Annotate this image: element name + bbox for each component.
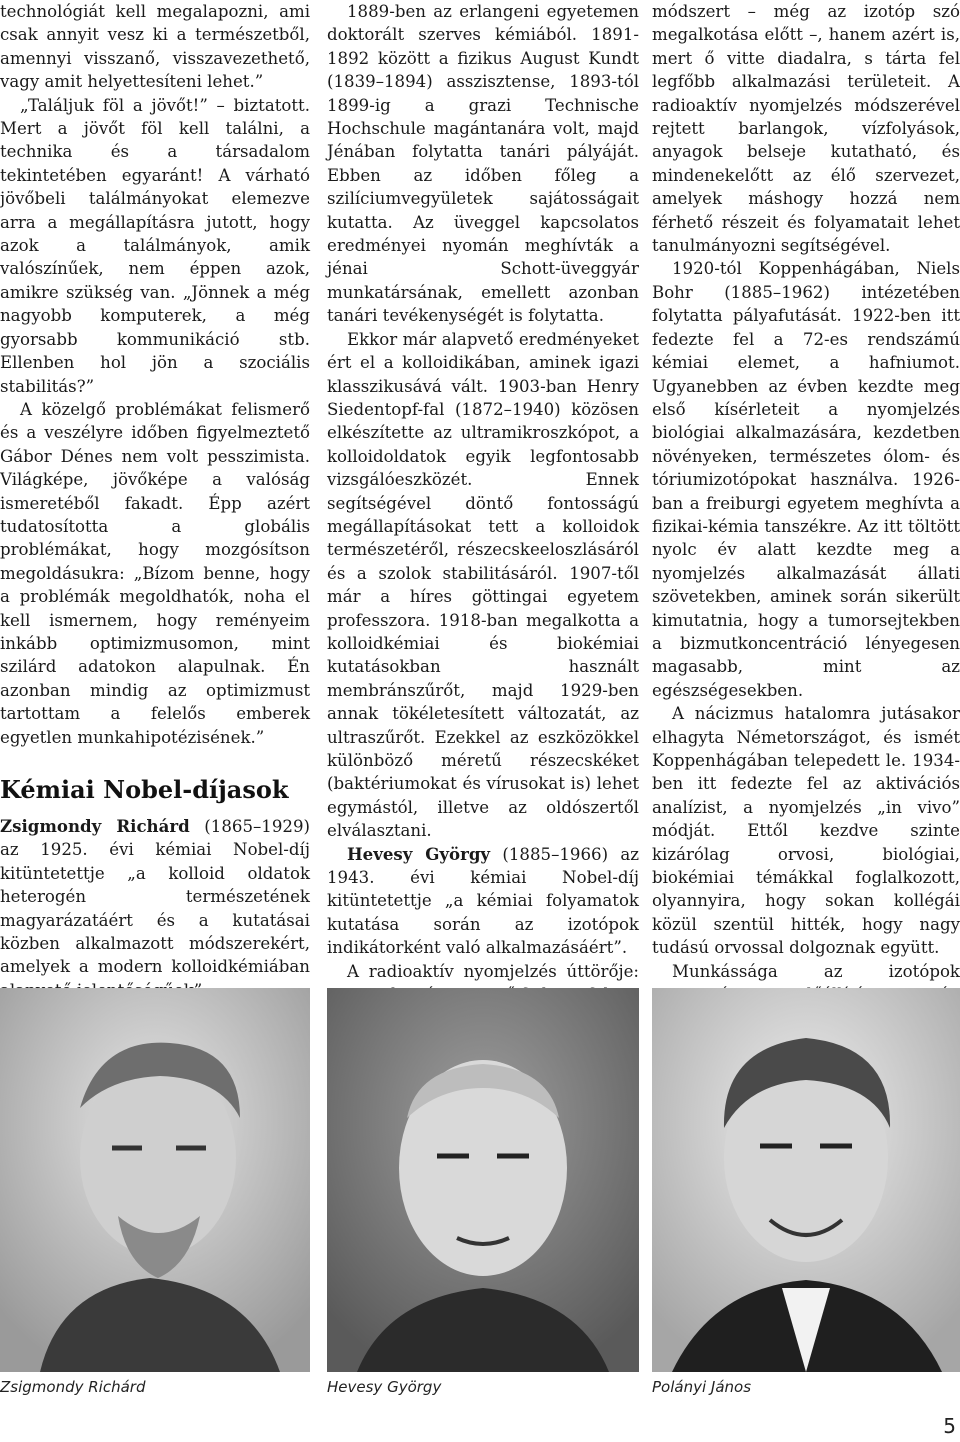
text-column-1 xyxy=(0,0,310,1002)
paragraph: 1889-ben az erlangeni egyetemen doktorált szerves kémiából. 1891-1892 között a fizikus August Kundt (1839–1894) asszisztense, 1893-tól 1899-ig a grazi Technische Hochschule magántanára volt, majd Jénában folytatta tanári pályáját. Ebben az időben főleg a szilíciumvegyületek sajátosságait kutatta. Az üveggel kapcsolatos eredményei nyomán meghívták a jénai Schott-üveggyár munkatársának, emellett azonban tanári tevékenységét is folytatta. xyxy=(327,2,639,326)
photo-caption: Polányi János xyxy=(652,1378,752,1396)
portrait-photo-hevesy xyxy=(327,988,639,1372)
paragraph: A nácizmus hatalomra jutásakor elhagyta Németországot, és ismét Koppenhágában telepedett le. 1934-ben itt fedezte fel az aktivációs analízist, a nyomjelzés „in vivo” módját. Ettől kezdve szinte kizárólag orvosi, biológiai, biokémiai témákkal foglalkozott, olyannyira, hogy sokan kollégái közül szentül hitték, hogy nagy tudású orvossal dolgoznak együtt. xyxy=(652,704,960,958)
text-column-2 xyxy=(327,0,639,1006)
portrait-photo-polanyi xyxy=(652,988,960,1372)
paragraph: „Találjuk föl a jövőt!” – biztatott. Mert a jövőt föl kell találni, a technika és a társadalom tekintetében egyaránt! A várható jövőbeli találmányokat elemezve arra a megállapításra jutott, hogy azok a találmányok, amik valószínűek, nem éppen azok, amikre szükség van. „Jönnek a még nagyobb komputerek, a még gyorsabb kommunikáció stb. Ellenben hol jön a szociális stabilitás?” xyxy=(0,95,310,396)
laureate-name: Hevesy György xyxy=(347,843,491,864)
photo-caption: Hevesy György xyxy=(327,1378,442,1396)
paragraph: A radioaktív nyomjelzés úttörője: xyxy=(347,961,639,981)
paragraph: technológiát kell megalapozni, ami csak annyit vesz ki a természetből, amennyi visszanő, visszavezethető, vagy amit helyettesíteni lehet.” xyxy=(0,2,310,92)
paragraph xyxy=(327,843,639,960)
laureate-name: Zsigmondy Richárd xyxy=(0,816,190,836)
paragraph: módszert – még az izotóp szó megalkotása előtt –, hanem azért is, mert ő vitte diadalra, s tárta fel legfőbb alkalmazási területeit. A radioaktív nyomjelzés módszerével rejtett barlangok, vízfolyások, anyagok belseje kutatható, és mindenekelőtt az élő szervezet, amelyek máshogy hozzá nem férhető részeit és folyamatait lehet tanulmányozni segítségével. xyxy=(652,2,960,256)
paragraph: 1920-tól Koppenhágában, Niels Bohr (1885–1962) intézetében folytatta pályafutását. 1922-ben itt fedezte fel a 72-es rendszámú kémiai elemet, a hafniumot. Ugyanebben az évben kezdte meg első kísérleteit a nyomjelzés biológiai alkalmazására, kezdetben növényeken, természetes ólom- és tóriumizotópokat használva. 1926-ban a freiburgi egyetem meghívta a fizikai-kémia tanszékre. Az itt töltött nyolc év alatt kezdte meg a nyomjelzés alkalmazását állati szövetekben, aminek során sikerült kimutatnia, hogy a tumorsejtekben a bizmutkoncentráció lényegesen magasabb, mint az egészségesekben. xyxy=(652,259,960,700)
paragraph: A közelgő problémákat felismerő és a veszélyre időben figyelmeztető Gábor Dénes nem volt pesszimista. Világképe, jövőképe a valóság ismeretéből fakadt. Épp azért tudatosította a globális problémákat, hogy mozgósítson megoldásukra: „Bízom benne, hogy a problémák megoldhatók, noha el kell ismernem, hogy reményeim inkább optimizmusomon, mint szilárd adatokon alapulnak. Én azonban mindig az optimizmust tartottam a felelős emberek egyetlen munkahipotézisének.” xyxy=(0,399,310,747)
photo-caption: Zsigmondy Richárd xyxy=(0,1378,146,1396)
page-number: 5 xyxy=(943,1414,956,1438)
portrait-photo-zsigmondy xyxy=(0,988,310,1372)
paragraph: Ekkor már alapvető eredményeket ért el a kolloidikában, aminek igazi klasszikusává vált. 1903-ban Henry Siedentopf-fal (1872–1940) közösen elkészítette az ultramikroszkópot, a kolloidoldatok egyik legfontosabb vizsgálóeszközét. Ennek segítségével döntő fontosságú megállapításokat tett a kolloidok természetéről, részecskeeloszlásáról és a szolok stabilitásáról. 1907-től már a híres göttingai egyetem professzora. 1918-ban megalkotta a kolloidkémiai és biokémiai kutatásokban használt membránszűrőt, majd 1929-ben annak tökéletesített változatát, az ultraszűrőt. Ezekkel az eszközökkel különböző méretű részecskéket (baktériumokat és vírusokat is) lehet egymástól, illetve az oldószertől elválasztani. xyxy=(327,329,639,841)
paragraph-text: (1865–1929) az 1925. évi kémiai Nobel-díj kitüntetettje „a kolloid oldatok heterogén természetének magyarázatáért és a kutatásai közben alkalmazott módszerekért, amelyek a modern kolloidkémiában xyxy=(0,817,311,977)
section-heading: Kémiai Nobel-díjasok xyxy=(0,775,289,804)
text-column-3 xyxy=(652,0,960,1077)
paragraph xyxy=(0,815,310,1002)
paragraph: Munkássága az izotópok xyxy=(672,961,960,981)
paragraph-text: (1885–1966) az 1943. évi kémiai Nobel-díj kitüntetettje „a kémiai folyamatok kutatása során az izotópok indikátorként való alkalmazásáért”. xyxy=(327,844,639,958)
